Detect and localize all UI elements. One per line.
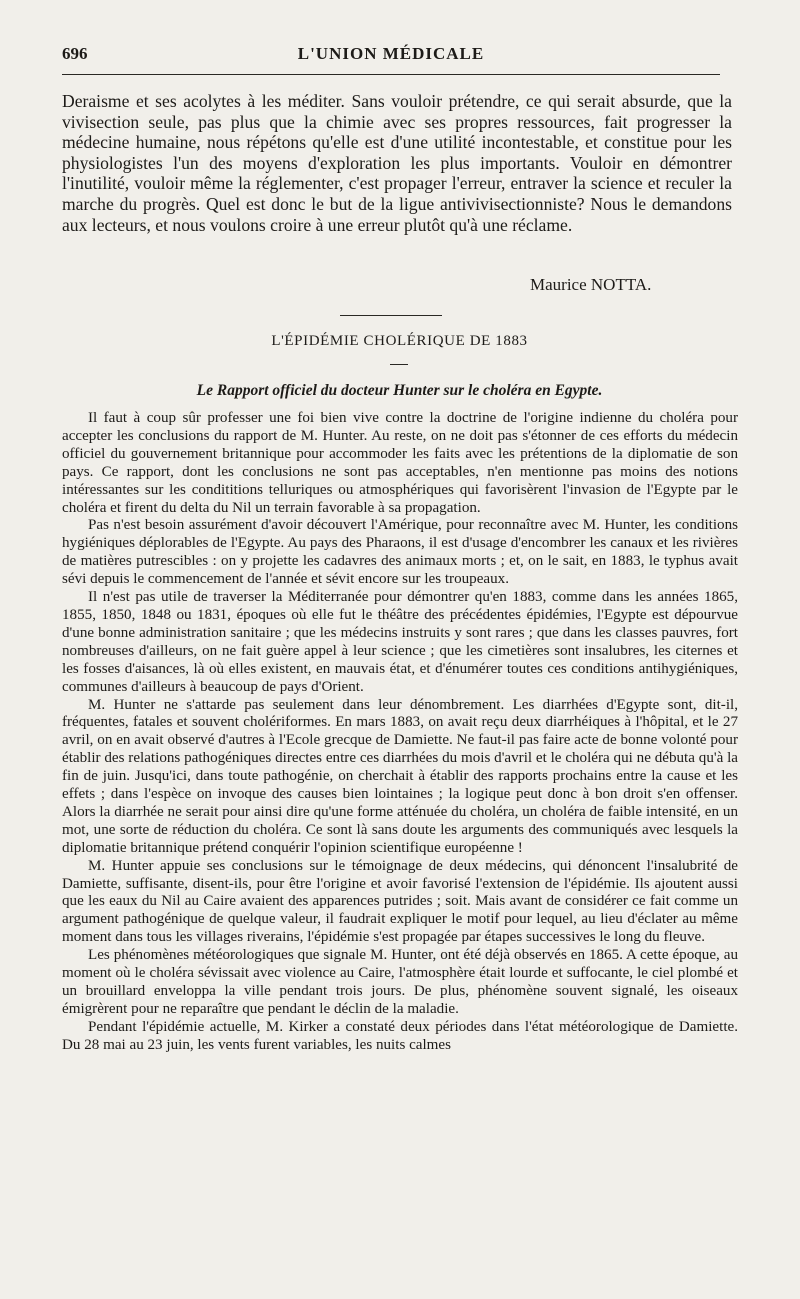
body-paragraph-1: Il faut à coup sûr professer une foi bien vive contre la doctrine de l'origine indienne du choléra pour accepter les conclusions du rapport de M. Hunter. Au reste, on ne doit pas s'étonner de ces efforts du médecin officiel du gouvernement britannique pour accommoder les faits avec les prétentions de la diplomatie de son pays. Ce rapport, dont les conclusions ne sont pas acceptables, n'en mentionne pas moins des notions intéressantes sur les condititions telluriques ou atmosphériques qui favorisèrent l'invasion de l'Egypte par le choléra et firent du delta du Nil un terrain favorable à sa propagation. (62, 410, 738, 516)
body-paragraph-4: M. Hunter ne s'attarde pas seulement dans leur dénombrement. Les diarrhées d'Egypte sont, dit-il, fréquentes, fatales et souvent cholériformes. En mars 1883, on avait reçu deux diarrhéiques à l'hôpital, et le 27 avril, on en avait observé d'autres à l'Ecole grecque de Damiette. Ne faut-il pas faire acte de bonne volonté pour établir des relations pathogéniques directes entre ces diarrhées du mois d'avril et le choléra qui ne débuta qu'à la fin de juin. Jusqu'ici, dans toute pathogénie, on cherchait à établir des rapports prochains entre la cause et les effets ; dans l'espèce on invoque des causes bien lointaines ; la logique peut donc à bon droit s'en offenser. Alors la diarrhée ne serait pour ainsi dire qu'une forme atténuée du choléra, un choléra de faible intensité, en un mot, une sorte de réduction du choléra. Ce sont là sans doute les arguments des communiqués avec lesquels la diplomatie britannique prétend conquérir l'opinion scientifique européenne ! (62, 696, 738, 856)
header-rule (62, 74, 720, 75)
body-paragraph-2: Pas n'est besoin assurément d'avoir découvert l'Amérique, pour reconnaître avec M. Hunter, les conditions hygiéniques déplorables de l'Egypte. Au pays des Pharaons, il est d'usage d'encombrer les canaux et les rivières de matières putrescibles : on y projette les cadavres des animaux morts ; et, on le sait, en 1883, le typhus avait sévi depuis le commencement de l'année et sévit encore sur les troupeaux. (62, 517, 738, 588)
body-paragraph-7: Pendant l'épidémie actuelle, M. Kirker a constaté deux périodes dans l'état météorologique de Damiette. Du 28 mai au 23 juin, les vents furent variables, les nuits calmes (62, 1018, 738, 1053)
body-paragraph-6: Les phénomènes météorologiques que signale M. Hunter, ont été déjà observés en 1865. A cette époque, au moment où le choléra sévissait avec violence au Caire, l'atmosphère était lourde et suffocante, le ciel plombé et un brouillard enveloppa la ville pendant trois jours. De plus, phénomène souvent signalé, les oiseaux émigrèrent pour ne reparaître que pendant le déclin de la maladie. (62, 947, 738, 1017)
intro-paragraph: Deraisme et ses acolytes à les méditer. Sans vouloir prétendre, ce qui serait absurde, que la vivisection seule, pas plus que la chimie avec ses propres ressources, fait progresser la médecine humaine, nous répétons qu'elle est d'une utilité incontestable, et constitue pour les physiologistes l'un des moyens d'exploration les plus importants. Vouloir en démontrer l'inutilité, vouloir même la réglementer, c'est propager l'erreur, entraver la science et reculer la marche du progrès. Quel est donc le but de la ligue antivivisectionniste? Nous le demandons aux lecteurs, et nous voulons croire à une erreur plutôt qu'à une réclame. (62, 91, 732, 235)
signature-rule (340, 315, 442, 316)
article-body (62, 410, 738, 1055)
page-number: 696 (62, 44, 88, 63)
body-paragraph-5: M. Hunter appuie ses conclusions sur le témoignage de deux médecins, qui dénoncent l'insalubrité de Damiette, suffisante, disent-ils, pour être l'origine et avoir favorisé l'extension de l'épidémie. Ils ajoutent aussi que les eaux du Nil au Caire avaient des apparences putrides ; soit. Mais avant de considérer ce fait comme un argument pathogénique de quelque valeur, il faudrait expliquer le motif pour lequel, au lieu d'éclater au même moment dans tous les villages riverains, l'épidémie s'est propagée par étapes successives le long du fleuve. (62, 857, 738, 946)
article-title: Le Rapport officiel du docteur Hunter sur le choléra en Egypte. (196, 382, 603, 399)
section-title: L'ÉPIDÉMIE CHOLÉRIQUE DE 1883 (271, 333, 528, 349)
body-paragraph-3: Il n'est pas utile de traverser la Méditerranée pour démontrer qu'en 1883, comme dans les années 1865, 1855, 1850, 1848 ou 1831, époques où elle fut le théâtre des précédentes épidémies, l'Egypte est dépourvue d'une bonne administration sanitaire ; que les médecins instruits y sont rares ; que dans les classes pauvres, fort nombreuses d'ailleurs, on ne fait guère appel à leur science ; que les cimetières sont insalubres, les citernes et les fosses d'aisances, là où elles existent, en mauvais état, et d'énumérer toutes ces conditions antihygiéniques, communes d'ailleurs à beaucoup de pays d'Orient. (62, 589, 738, 695)
author-signature: Maurice NOTTA. (530, 275, 652, 294)
running-title: L'UNION MÉDICALE (297, 44, 485, 63)
section-rule (390, 364, 408, 365)
page-header (62, 40, 720, 70)
